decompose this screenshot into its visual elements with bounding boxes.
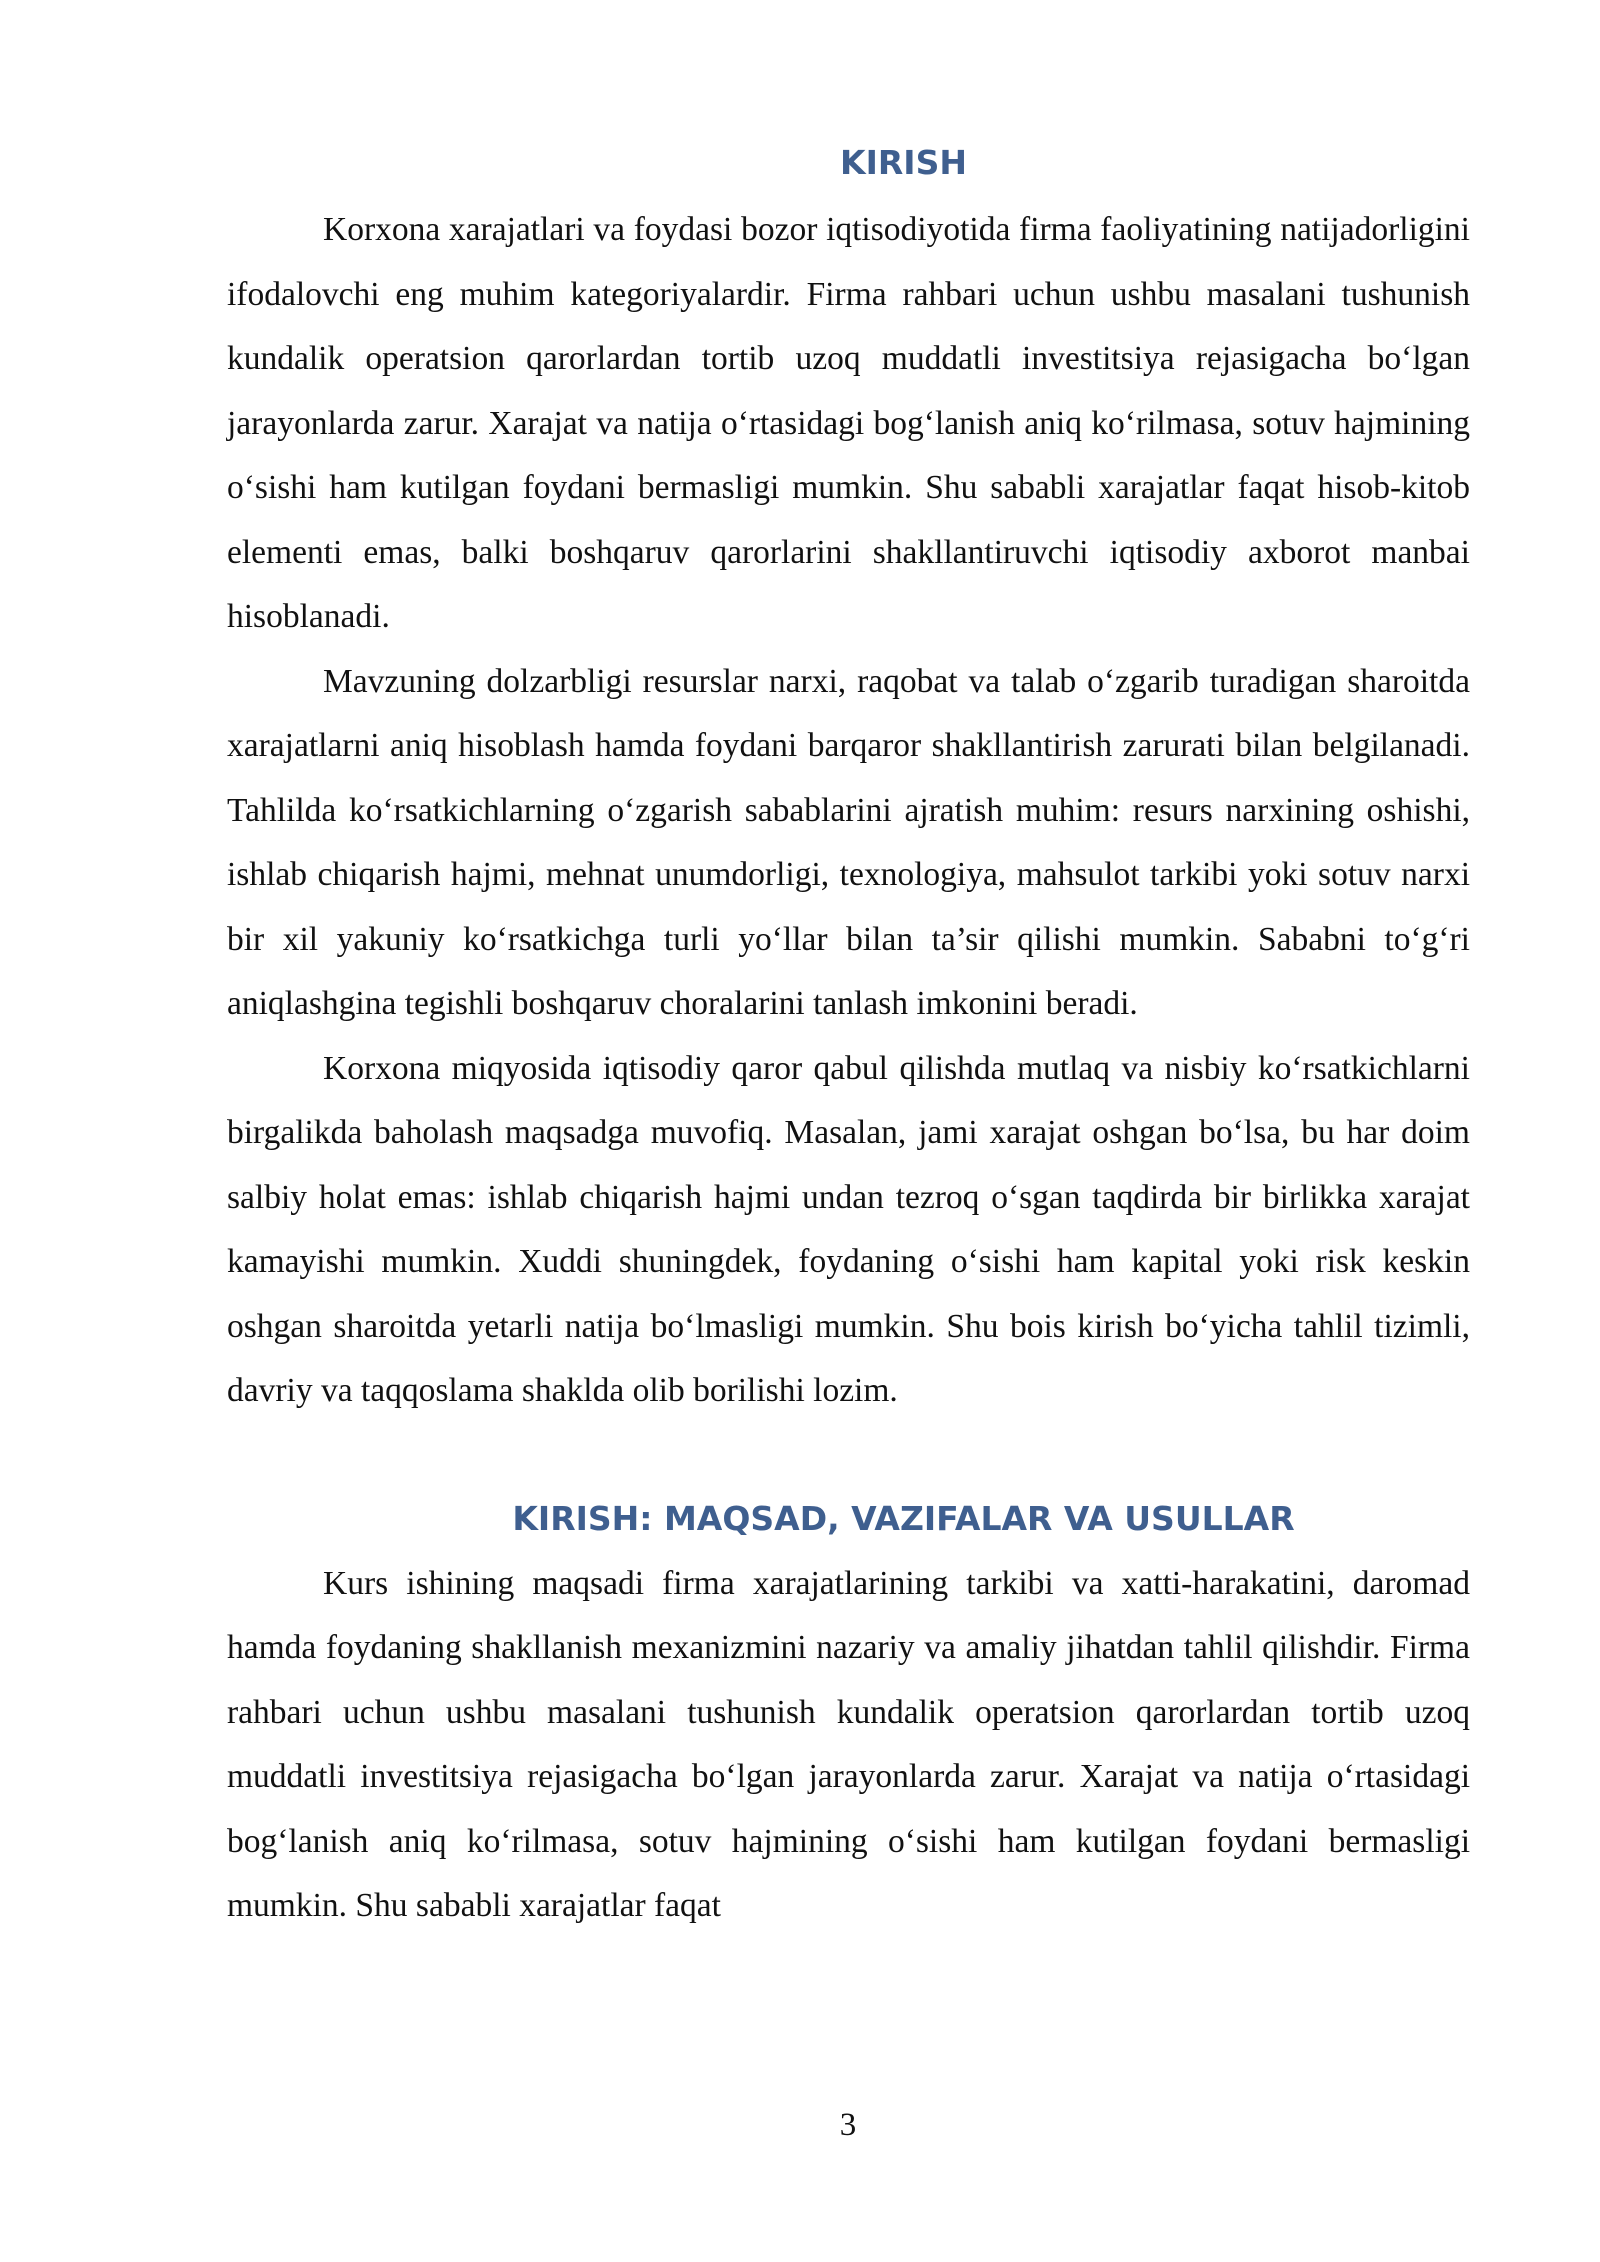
paragraph: Korxona xarajatlari va foydasi bozor iqtisodiyotida firma faoliyatining natijadorligini ifodalovchi eng muhim kategoriyalardir. Firma rahbari uchun ushbu masalani tushunish kundalik operatsion qarorlardan tortib uzoq muddatli investitsiya rejasigacha bo‘lgan jarayonlarda zarur. Xarajat va natija o‘rtasidagi bog‘lanish aniq ko‘rilmasa, sotuv hajmining o‘sishi ham kutilgan foydani bermasligi mumkin. Shu sababli xarajatlar faqat hisob-kitob elementi emas, balki boshqaruv qarorlarini shakllantiruvchi iqtisodiy axborot manbai hisoblanadi. (227, 211, 1470, 635)
paragraph: Mavzuning dolzarbligi resurslar narxi, raqobat va talab o‘zgarib turadigan sharoitda xarajatlarni aniq hisoblash hamda foydani barqaror shakllantirish zarurati bilan belgilanadi. Tahlilda ko‘rsatkichlarning o‘zgarish sabablarini ajratish muhim: resurs narxining oshishi, ishlab chiqarish hajmi, mehnat unumdorligi, texnologiya, mahsulot tarkibi yoki sotuv narxi bir xil yakuniy ko‘rsatkichga turli yo‘llar bilan ta’sir qilishi mumkin. Sababni to‘g‘ri aniqlashgina tegishli boshqaruv choralarini tanlash imkonini beradi. (227, 662, 1470, 1022)
section-heading: KIRISH: MAQSAD, VAZIFALAR VA USULLAR (512, 1498, 1295, 1538)
section-heading: KIRISH (840, 143, 967, 182)
page-number: 3 (839, 2107, 857, 2143)
section-kirish (227, 140, 1470, 1424)
section-maqsad-vazifalar-usullar (227, 1496, 1470, 1939)
paragraph: Kurs ishining maqsadi firma xarajatlarining tarkibi va xatti-harakatini, daromad hamda foydaning shakllanish mexanizmini nazariy va amaliy jihatdan tahlil qilishdir. Firma rahbari uchun ushbu masalani tushunish kundalik operatsion qarorlardan tortib uzoq muddatli investitsiya rejasigacha bo‘lgan jarayonlarda zarur. Xarajat va natija o‘rtasidagi bog‘lanish aniq ko‘rilmasa, sotuv hajmining o‘sishi ham kutilgan foydani bermasligi mumkin. Shu sababli xarajatlar faqat (227, 1564, 1470, 1924)
page-content (227, 140, 1470, 1939)
paragraph: Korxona miqyosida iqtisodiy qaror qabul qilishda mutlaq va nisbiy ko‘rsatkichlarni birgalikda baholash maqsadga muvofiq. Masalan, jami xarajat oshgan bo‘lsa, bu har doim salbiy holat emas: ishlab chiqarish hajmi undan tezroq o‘sgan taqdirda bir birlikka xarajat kamayishi mumkin. Xuddi shuningdek, foydaning o‘sishi ham kapital yoki risk keskin oshgan sharoitda yetarli natija bo‘lmasligi mumkin. Shu bois kirish bo‘yicha tahlil tizimli, davriy va taqqoslama shaklda olib borilishi lozim. (227, 1049, 1470, 1409)
